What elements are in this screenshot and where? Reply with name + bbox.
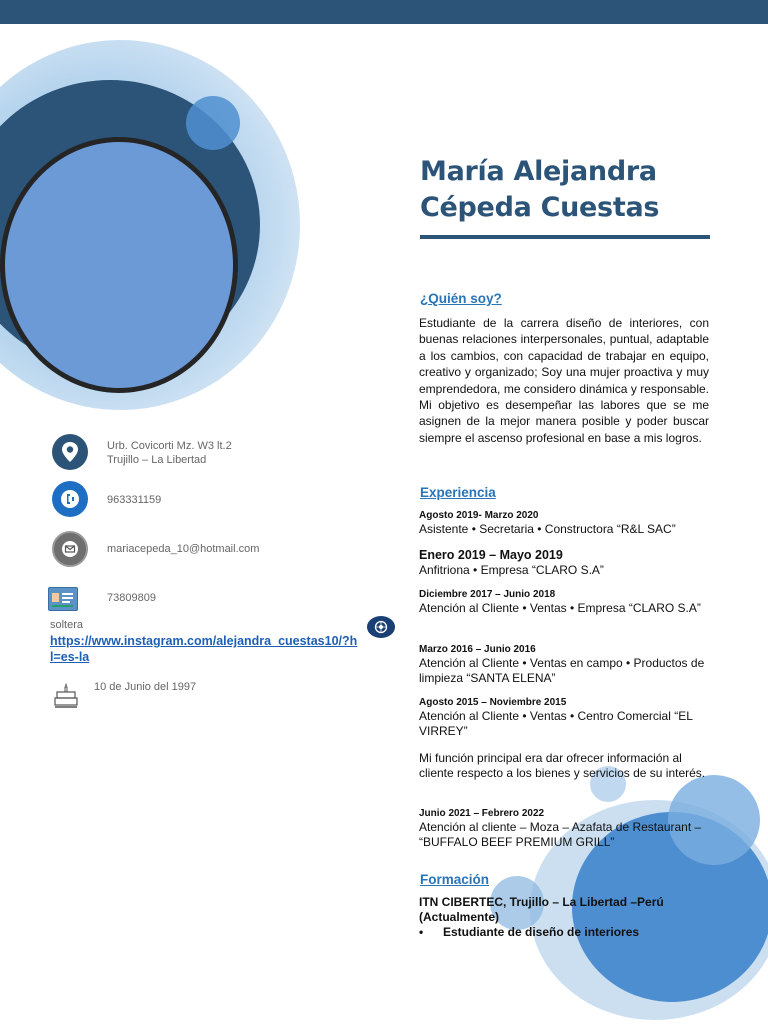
education-title: Formación (420, 872, 490, 887)
top-bar (0, 0, 768, 24)
experience-item (419, 509, 714, 537)
location-pin-icon (52, 434, 88, 470)
address-line-2: Trujillo – La Libertad (107, 454, 207, 466)
birthday: 10 de Junio del 1997 (94, 681, 197, 693)
full-name (420, 154, 720, 226)
experience-role: Asistente • Secretaria • Constructora “R&L SAC” (419, 522, 676, 536)
civil-status: soltera (50, 619, 84, 631)
experience-role: Atención al Cliente • Ventas en campo • Productos de limpieza “SANTA ELENA” (419, 656, 705, 685)
name-line-1: María Alejandra (420, 156, 657, 187)
experience-role: Anfitriona • Empresa “CLARO S.A” (419, 563, 604, 577)
experience-item (419, 643, 714, 685)
experience-role: Atención al Cliente • Ventas • Centro Comercial “EL VIRREY” (419, 709, 693, 738)
email-address[interactable]: mariacepeda_10@hotmail.com (107, 543, 260, 555)
experience-date: Agosto 2019- Marzo 2020 (419, 510, 539, 521)
dni-number: 73809809 (107, 592, 156, 604)
experience-role: Atención al cliente – Moza – Azafata de Restaurant – “BUFFALO BEEF PREMIUM GRILL” (419, 820, 702, 849)
birthday-cake-icon (52, 681, 80, 709)
instagram-link[interactable]: https://www.instagram.com/alejandra_cuestas10/?hl=es-la (50, 634, 358, 664)
bullet: • (419, 925, 424, 939)
name-line-2: Cépeda Cuestas (420, 192, 660, 223)
experience-paragraph-block (419, 751, 714, 780)
education-item-text: Estudiante de diseño de interiores (443, 925, 640, 939)
experience-item (419, 588, 714, 616)
experience-paragraph: Mi función principal era dar ofrecer información al cliente respecto a los bienes y servicios de su interés. (419, 751, 706, 780)
experience-item (419, 807, 714, 849)
education-item (419, 925, 719, 939)
deco-circle-small (186, 96, 240, 150)
address-line-1: Urb. Covicorti Mz. W3 lt.2 (107, 440, 232, 452)
name-divider (420, 235, 710, 239)
about-text: Estudiante de la carrera diseño de interiores, con buenas relaciones interpersonales, puntual, adaptable a los cambios, con capacidad de trabajar en equipo, creativo y organizado; Soy una mujer proactiva y muy emprendedora, me considero dinámica y responsable. Mi objetivo es desempeñar las labores que se me asignen de la mejor manera posible y poder buscar siempre el ascenso profesional en base a mis logros. (419, 316, 709, 445)
experience-item (419, 547, 714, 578)
experience-title: Experiencia (420, 485, 496, 500)
education-institution: ITN CIBERTEC, Trujillo – La Libertad –Perú (Actualmente) (419, 895, 664, 924)
experience-date: Agosto 2015 – Noviembre 2015 (419, 697, 567, 708)
instagram-icon[interactable] (367, 616, 395, 638)
about-title: ¿Quién soy? (420, 291, 502, 306)
experience-date: Enero 2019 – Mayo 2019 (419, 548, 563, 562)
address (107, 439, 232, 467)
experience-date: Junio 2021 – Febrero 2022 (419, 808, 545, 819)
experience-item (419, 696, 714, 738)
phone-icon (52, 481, 88, 517)
phone-number: 963331159 (107, 494, 162, 506)
id-card-icon (48, 587, 78, 611)
experience-date: Marzo 2016 – Junio 2016 (419, 644, 536, 655)
profile-photo-frame (0, 137, 238, 393)
experience-role: Atención al Cliente • Ventas • Empresa “CLARO S.A” (419, 601, 701, 615)
experience-date: Diciembre 2017 – Junio 2018 (419, 589, 556, 600)
email-icon (52, 531, 88, 567)
